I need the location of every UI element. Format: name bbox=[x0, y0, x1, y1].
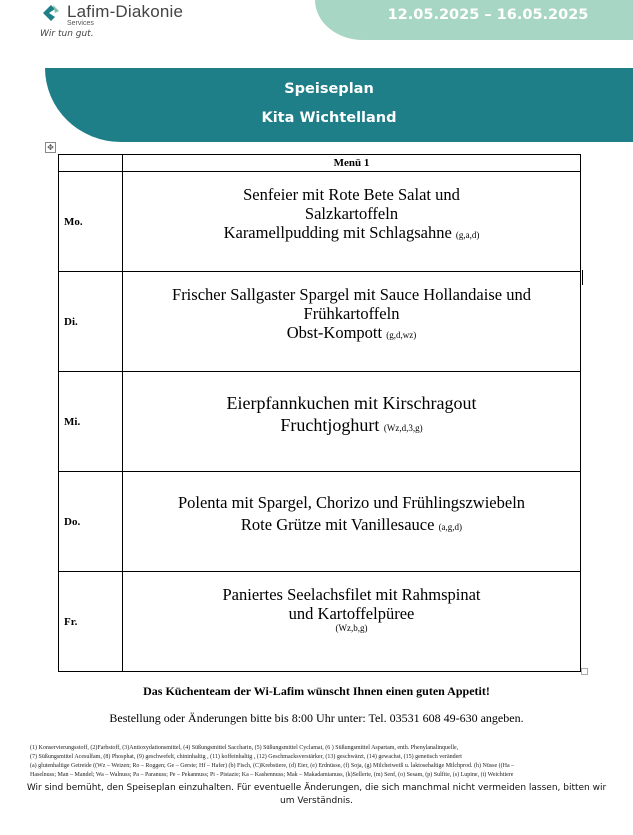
menu-header-empty-cell bbox=[59, 155, 123, 172]
order-info: Bestellung oder Änderungen bitte bis 8:00 Uhr unter: Tel. 03531 608 49-630 angeben. bbox=[109, 711, 524, 725]
additives-legend bbox=[30, 744, 603, 780]
allergen-codes: (Wz,d,3,g) bbox=[383, 423, 423, 433]
text-cursor bbox=[582, 270, 583, 285]
menu-row-tuesday bbox=[59, 272, 581, 372]
page-title: Speiseplan bbox=[284, 81, 374, 97]
page-subtitle: Kita Wichtelland bbox=[261, 110, 397, 126]
dish-line: Salzkartoffeln bbox=[304, 204, 399, 223]
logo-slogan: Wir tun gut. bbox=[40, 29, 94, 39]
allergen-codes: (a,g,d) bbox=[438, 522, 463, 532]
menu-row-friday bbox=[59, 572, 581, 672]
dish-line: Frühkartoffeln bbox=[303, 304, 400, 323]
lafim-logo bbox=[40, 2, 210, 42]
dish-line: Fruchtjoghurt bbox=[280, 415, 380, 435]
legend-line: Haselnuss; Man – Mandel; Wa – Walnuss; Pa – Paranuss; Pe – Pekannuss; Pi - Pistazie; Ka – Kashennuss; Mak – Makadamianuss, (k)Sellerie, (m) Senf, (o) Sesam, (p) Sulfite, (s) Lupine, (t) Weichtiere bbox=[30, 772, 514, 778]
title-banner bbox=[45, 68, 633, 142]
dish-line: Obst-Kompott bbox=[286, 323, 383, 342]
allergen-codes: (Wz,b,g) bbox=[335, 623, 368, 633]
table-resize-handle[interactable] bbox=[581, 668, 588, 675]
dish-cell-tuesday bbox=[123, 272, 581, 372]
dish-cell-monday bbox=[123, 172, 581, 272]
dish-line: und Kartoffelpüree bbox=[288, 604, 415, 623]
day-label-wednesday: Mi. bbox=[59, 372, 123, 472]
menu-row-wednesday bbox=[59, 372, 581, 472]
day-label-friday: Fr. bbox=[59, 572, 123, 672]
day-label-monday: Mo. bbox=[59, 172, 123, 272]
legend-line: (a) glutenhaltige Getreide ((Wz – Weizen; Ro – Roggen; Ge – Gerste; Hf – Hafer) (b) Fisch, (C)Krebstiere, (d) Eier, (e) Erdnüsse, (f) Soja, (g) Milcheiweiß u. laktosehaltige Milchprod. (h) Nüsse ((Ha – bbox=[30, 763, 515, 769]
day-label-thursday: Do. bbox=[59, 472, 123, 572]
day-label-tuesday: Di. bbox=[59, 272, 123, 372]
dish-line: Frischer Sallgaster Spargel mit Sauce Hollandaise und bbox=[172, 285, 531, 304]
legend-line: (7) Süßungsmittel Acesulfam, (8) Phosphat, (9) geschwefelt, chininhaltig , (11) koffeinhaltig , (12) Geschmacksverstärker, (13) geschwärzt, (14) gewachst, (15) genetisch verändert bbox=[30, 754, 462, 760]
dish-line: Paniertes Seelachsfilet mit Rahmspinat bbox=[222, 585, 481, 604]
table-move-handle-icon[interactable]: ✥ bbox=[45, 142, 56, 153]
dish-line: Polenta mit Spargel, Chorizo und Frühlingszwiebeln bbox=[177, 493, 526, 512]
dish-cell-friday bbox=[123, 572, 581, 672]
menu-column-header: Menü 1 bbox=[123, 155, 581, 172]
logo-name: Lafim-Diakonie bbox=[67, 2, 184, 21]
allergen-codes: (g,a,d) bbox=[455, 230, 480, 240]
date-banner bbox=[315, 0, 633, 40]
menu-row-monday bbox=[59, 172, 581, 272]
disclaimer-note: Wir sind bemüht, den Speiseplan einzuhalten. Für eventuelle Änderungen, die sich manchmal nicht vermeiden lassen, bitten wir um Verständnis. bbox=[26, 783, 607, 806]
lafim-logo-mark-icon bbox=[40, 2, 62, 24]
menu-row-thursday bbox=[59, 472, 581, 572]
dish-cell-wednesday bbox=[123, 372, 581, 472]
dish-line: Karamellpudding mit Schlagsahne bbox=[223, 223, 452, 242]
menu-header-row bbox=[59, 155, 581, 172]
allergen-codes: (g,d,wz) bbox=[386, 330, 417, 340]
menu-table bbox=[58, 154, 581, 672]
logo-subtitle: Services bbox=[67, 20, 94, 27]
dish-line: Senfeier mit Rote Bete Salat und bbox=[243, 185, 460, 204]
dish-cell-thursday bbox=[123, 472, 581, 572]
appetite-message: Das Küchenteam der Wi-Lafim wünscht Ihnen einen guten Appetit! bbox=[143, 684, 490, 698]
dish-line: Eierpfannkuchen mit Kirschragout bbox=[226, 393, 477, 413]
date-range: 12.05.2025 – 16.05.2025 bbox=[387, 7, 589, 23]
dish-line: Rote Grütze mit Vanillesauce bbox=[240, 515, 435, 534]
legend-line: (1) Konservierungsstoff, (2)Farbstoff, (3)Antioxydationsmittel, (4) Süßungsmittel Saccharin, (5) Süßungsmittel Cyclamat, (6 ) Süßungsmittel Aspartam, enth. Phenylanalinquelle, bbox=[30, 745, 459, 751]
